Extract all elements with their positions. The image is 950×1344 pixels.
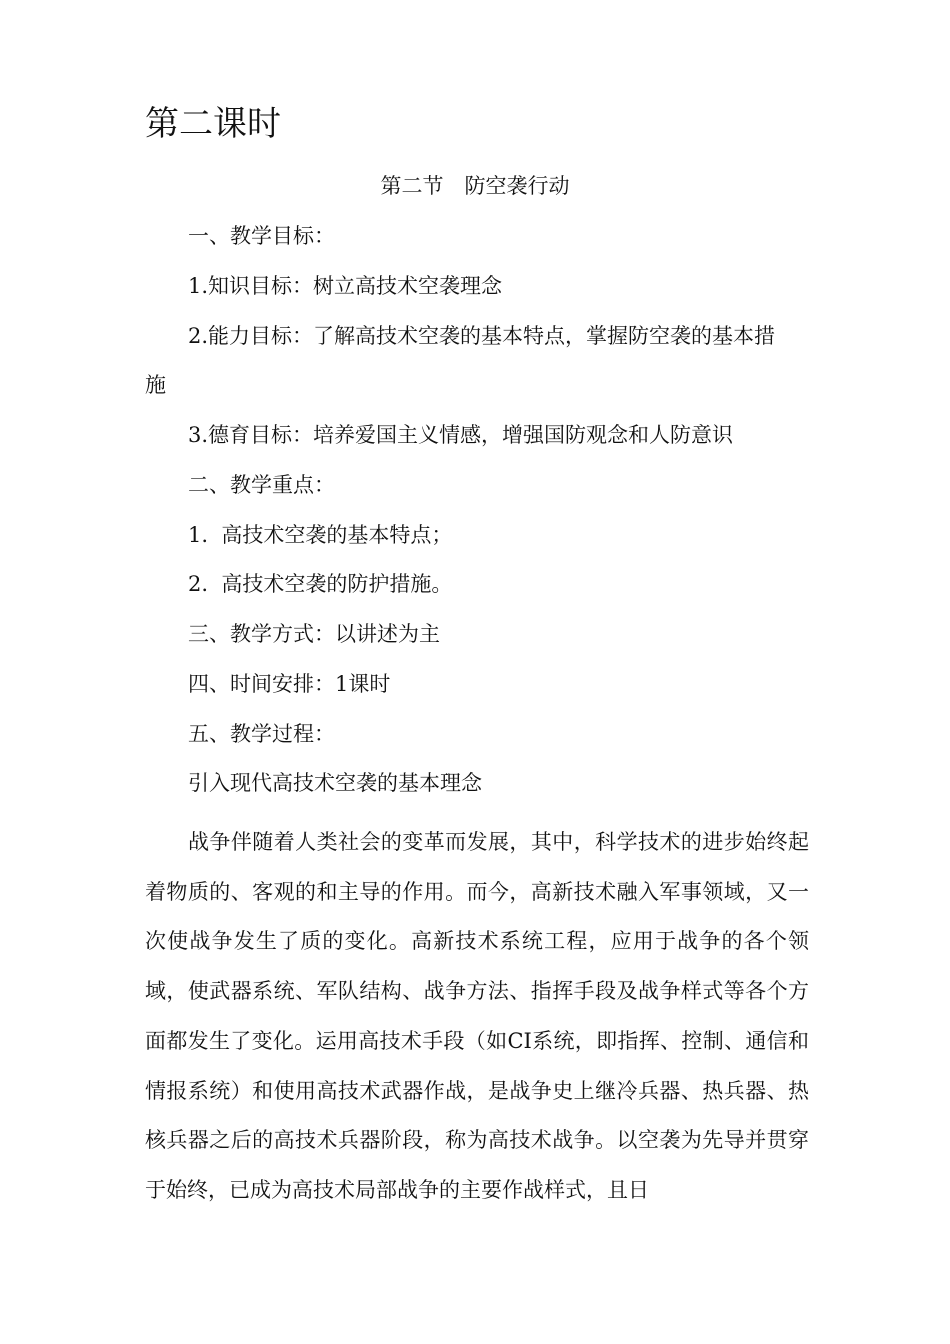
key-point-1: 1. 高技术空袭的基本特点； (188, 523, 453, 547)
objective-ability-line2: 施 (145, 373, 166, 397)
heading-process: 五、教学过程： (188, 722, 335, 746)
objective-moral: 3.德育目标：培养爱国主义情感，增强国防观念和人防意识 (188, 423, 734, 447)
intro-line: 引入现代高技术空袭的基本理念 (188, 771, 482, 795)
document-title: 第二课时 (145, 104, 281, 144)
heading-time: 四、时间安排：1课时 (188, 672, 391, 696)
heading-method: 三、教学方式：以讲述为主 (188, 622, 440, 646)
heading-key-points: 二、教学重点： (188, 473, 335, 497)
heading-objectives: 一、教学目标： (188, 224, 335, 248)
objective-ability-line1: 2.能力目标：了解高技术空袭的基本特点，掌握防空袭的基本措 (188, 324, 776, 348)
key-point-2: 2. 高技术空袭的防护措施。 (188, 572, 453, 596)
objective-knowledge: 1.知识目标：树立高技术空袭理念 (188, 274, 503, 298)
section-heading: 第二节 防空袭行动 (380, 174, 570, 198)
body-paragraph: 战争伴随着人类社会的变革而发展，其中，科学技术的进步始终起着物质的、客观的和主导的作用。而今，高新技术融入军事领域，又一次使战争发生了质的变化。高新技术系统工程，应用于战争的各个领域，使武器系统、军队结构、战争方法、指挥手段及战争样式等各个方面都发生了变化。运用高技术手段（如CI系统，即指挥、控制、通信和情报系统）和使用高技术武器作战，是战争史上继冷兵器、热兵器、热核兵器之后的高技术兵器阶段，称为高技术战争。以空袭为先导并贯穿于始终，已成为高技术局部战争的主要作战样式，且日 (145, 830, 809, 1202)
